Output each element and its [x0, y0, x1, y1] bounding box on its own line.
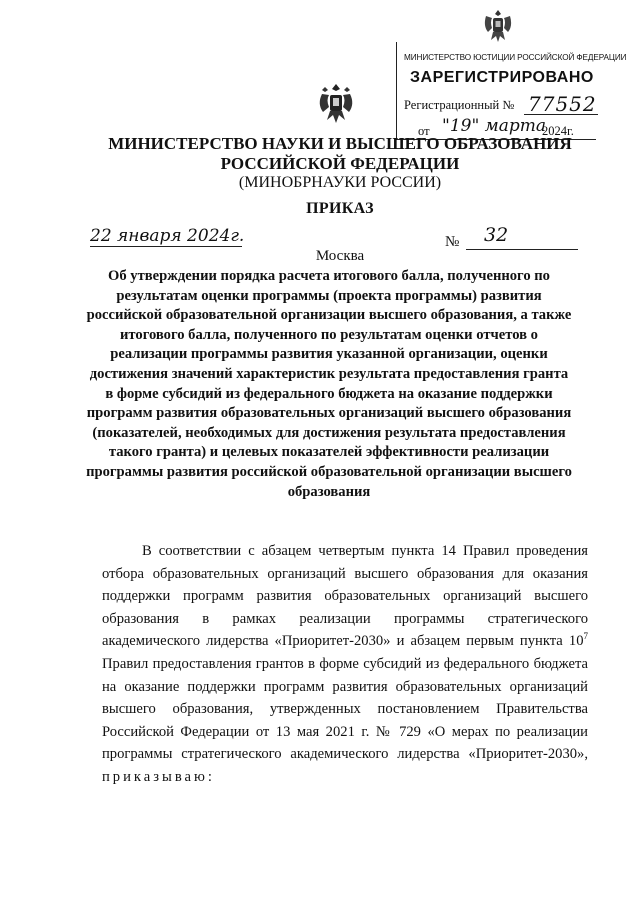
body-line: программы стратегического академического лидерства «Приоритет-2030», — [102, 746, 588, 763]
order-subject-title — [86, 267, 572, 502]
body-line: на оказание поддержки программ развития образовательных организаций — [102, 678, 588, 695]
order-body — [102, 540, 588, 789]
coat-of-arms-icon — [316, 82, 356, 126]
coat-of-arms-icon — [480, 6, 516, 46]
title-line: образования — [287, 483, 371, 500]
title-line: Об утверждении порядка расчета итогового балла, полученного по — [108, 268, 550, 284]
order-number-handwritten: 32 — [484, 224, 509, 246]
body-line: поддержки программ развития образовательных организаций высшего — [102, 588, 588, 605]
title-line: программы развития российской образовательной организации высшего — [86, 463, 572, 480]
stamp-reg-number: 77552 — [528, 92, 597, 116]
order-number-label: № — [445, 234, 460, 250]
stamp-ministry-name: МИНИСТЕРСТВО ЮСТИЦИИ РОССИЙСКОЙ ФЕДЕРАЦИИ — [404, 53, 627, 62]
body-line — [102, 630, 588, 653]
title-line: результатам оценки программы (проекта программы) развития — [116, 287, 542, 304]
order-title: ПРИКАЗ — [306, 200, 374, 217]
order-date-underline — [90, 246, 242, 247]
ministry-name-line2: РОССИЙСКОЙ ФЕДЕРАЦИИ — [220, 154, 460, 173]
title-line: российской образовательной организации высшего образования, а также — [86, 307, 572, 324]
body-line: Российской Федерации от 13 мая 2021 г. № 729 «О мерах по реализации — [102, 723, 588, 740]
body-line: образования в рамках реализации программы стратегического — [102, 610, 588, 627]
title-line: (показателей, необходимых для достижения результата предоставления — [92, 424, 566, 441]
footnote-superscript: 7 — [583, 631, 588, 642]
title-line: реализации программы развития указанной организации, оценки — [110, 346, 548, 363]
title-line: такого гранта) и целевых показателей эффективности реализации — [108, 444, 550, 461]
ministry-header — [80, 134, 600, 193]
stamp-date-handwritten: "19" марта — [442, 116, 547, 136]
body-line-text: академического лидерства «Приоритет-2030» и абзацем первым пункта 10 — [102, 633, 584, 650]
body-line: Правил предоставления грантов в форме субсидий из федерального бюджета — [102, 655, 588, 672]
body-line: В соответствии с абзацем четвертым пункта 14 Правил проведения — [142, 543, 588, 559]
body-line: отбора образовательных организаций высшего образования для оказания — [102, 565, 588, 582]
title-line: итогового балла, полученного по результатам оценки отчетов о — [120, 326, 538, 343]
registration-stamp — [396, 2, 627, 140]
body-line: высшего образования, утвержденных постановлением Правительства — [102, 701, 588, 718]
stamp-date-year: 2024г. — [542, 124, 574, 138]
stamp-reg-label: Регистрационный № — [404, 98, 515, 112]
title-line: программ развития образовательных организаций высшего образования — [86, 405, 572, 422]
stamp-date-from: от — [418, 124, 430, 138]
title-line: достижения значений характеристик результата предоставления гранта — [89, 365, 569, 382]
title-line: в форме субсидий из федерального бюджета на оказание поддержки — [105, 385, 553, 402]
order-city: Москва — [315, 248, 365, 264]
stamp-border-left — [396, 42, 397, 140]
ministry-short-name: (МИНОБРНАУКИ РОССИИ) — [238, 174, 442, 191]
order-directive-word: приказываю: — [102, 768, 215, 785]
ministry-name-line1: МИНИСТЕРСТВО НАУКИ И ВЫСШЕГО ОБРАЗОВАНИЯ — [108, 134, 572, 153]
stamp-registered: ЗАРЕГИСТРИРОВАНО — [410, 69, 594, 86]
order-date-handwritten: 22 января 2024г. — [90, 226, 245, 246]
stamp-reg-underline — [524, 114, 598, 115]
